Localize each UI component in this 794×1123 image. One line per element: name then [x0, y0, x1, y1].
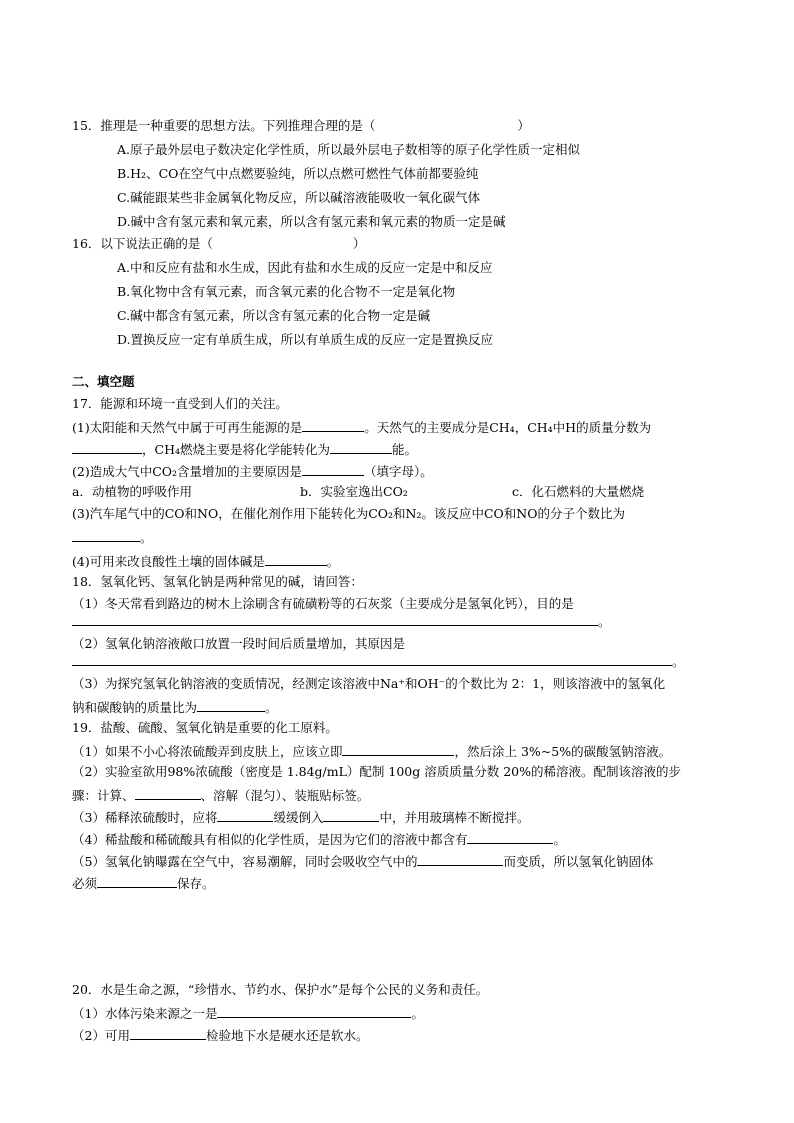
q17-part3-line1: (3)汽车尾气中的CO和NO，在催化剂作用下能转化为CO₂和N₂。该反应中CO和NO的分子个数比为 [72, 506, 625, 521]
q19-part5-line1: （5）氢氧化钠曝露在空气中，容易潮解，同时会吸收空气中的 而变质，所以氢氧化钠固体 [72, 854, 654, 869]
answer-blank[interactable] [330, 440, 392, 454]
q16-option-c: C.碱中都含有氢元素，所以含有氢元素的化合物一定是碱 [117, 308, 431, 323]
q15-option-a: A.原子最外层电子数决定化学性质，所以最外层电子数相等的原子化学性质一定相似 [117, 142, 581, 157]
q18-part3-line2: 钠和碳酸钠的质量比为 。 [72, 700, 278, 715]
q17-part2: (2)造成大气中CO₂含量增加的主要原因是 （填字母）。 [72, 464, 433, 479]
q20-part2: （2）可用 检验地下水是硬水还是软水。 [72, 1028, 369, 1043]
q18-part1-answer: 。 [72, 612, 611, 630]
answer-blank[interactable] [97, 874, 177, 888]
answer-blank[interactable] [72, 528, 140, 542]
answer-blank[interactable] [130, 1026, 206, 1040]
q16-option-d: D.置换反应一定有单质生成，所以有单质生成的反应一定是置换反应 [117, 332, 494, 347]
q19-stem: 19．盐酸、硫酸、氢氧化钠是重要的化工原料。 [72, 720, 338, 735]
q17-part4: (4)可用来改良酸性土壤的固体碱是 。 [72, 554, 340, 569]
q15-stem: 15．推理是一种重要的思想方法。下列推理合理的是（ ） [72, 118, 530, 133]
answer-blank[interactable] [265, 552, 327, 566]
answer-blank[interactable] [217, 808, 273, 822]
q19-part1: （1）如果不小心将浓硫酸弄到皮肤上，应该立即 ，然后涂上 3%~5%的碳酸氢钠溶液。 [72, 744, 672, 759]
q15-option-b: B.H₂、CO在空气中点燃要验纯，所以点燃可燃性气体前都要验纯 [117, 166, 479, 181]
q19-part4: （4）稀盐酸和稀硫酸具有相似的化学性质，是因为它们的溶液中都含有 。 [72, 832, 566, 847]
answer-blank[interactable] [135, 786, 201, 800]
q15-option-c: C.碱能跟某些非金属氧化物反应，所以碱溶液能吸收一氧化碳气体 [117, 190, 481, 205]
answer-blank[interactable] [342, 742, 454, 756]
answer-blank[interactable] [197, 698, 265, 712]
q17-part3-line2: 。 [72, 528, 153, 546]
q17-part2-option-b: b．实验室逸出CO₂ [300, 484, 408, 499]
q17-part2-option-c: c．化石燃料的大量燃烧 [512, 484, 645, 499]
q20-stem: 20．水是生命之源，“珍惜水、节约水、保护水”是每个公民的义务和责任。 [72, 982, 489, 997]
q19-part5-line2: 必须 保存。 [72, 876, 215, 891]
answer-blank[interactable] [302, 418, 364, 432]
q19-part2-line2: 骤：计算、 、溶解（混匀）、装瓶贴标签。 [72, 788, 370, 803]
q18-part2: （2）氢氧化钠溶液敞口放置一段时间后质量增加，其原因是 [72, 636, 405, 651]
q15-option-d: D.碱中含有氢元素和氧元素，所以含有氢元素和氧元素的物质一定是碱 [117, 214, 506, 229]
q18-part1: （1）冬天常看到路边的树木上涂刷含有硫磺粉等的石灰浆（主要成分是氢氧化钙），目的是 [72, 596, 574, 611]
q18-part3-line1: （3）为探究氢氧化钠溶液的变质情况，经测定该溶液中Na⁺和OH⁻的个数比为 2：1，则该溶液中的氢氧化 [72, 676, 666, 691]
answer-blank[interactable] [72, 612, 598, 626]
answer-blank[interactable] [72, 652, 672, 666]
q17-part2-option-a: a．动植物的呼吸作用 [72, 484, 192, 499]
q16-option-a: A.中和反应有盐和水生成，因此有盐和水生成的反应一定是中和反应 [117, 260, 493, 275]
answer-blank[interactable] [467, 830, 553, 844]
q16-stem: 16．以下说法正确的是（ ） [72, 236, 366, 251]
q17-part1-line1: (1)太阳能和天然气中属于可再生能源的是 。天然气的主要成分是CH₄，CH₄中H的质量分数为 [72, 420, 652, 435]
answer-blank[interactable] [302, 462, 364, 476]
q18-part2-answer: 。 [72, 652, 685, 670]
q19-part2-line1: （2）实验室欲用98%浓硫酸（密度是 1.84g/mL）配制 100g 溶质质量分数 20%的稀溶液。配制该溶液的步 [72, 764, 681, 779]
answer-blank[interactable] [417, 852, 503, 866]
q19-part3: （3）稀释浓硫酸时，应将 缓缓倒入 中，并用玻璃棒不断搅拌。 [72, 810, 530, 825]
answer-blank[interactable] [323, 808, 379, 822]
q17-part1-line2: ，CH₄燃烧主要是将化学能转化为 能。 [72, 440, 417, 458]
answer-blank[interactable] [72, 440, 142, 454]
q20-part1: （1）水体污染来源之一是 。 [72, 1006, 424, 1021]
q17-stem: 17．能源和环境一直受到人们的关注。 [72, 396, 288, 411]
section-title-fill-in: 二、填空题 [72, 374, 135, 389]
answer-blank[interactable] [217, 1004, 411, 1018]
q16-option-b: B.氧化物中含有氧元素，而含氧元素的化合物不一定是氧化物 [117, 284, 456, 299]
q18-stem: 18．氢氧化钙、氢氧化钠是两种常见的碱，请回答： [72, 574, 363, 589]
